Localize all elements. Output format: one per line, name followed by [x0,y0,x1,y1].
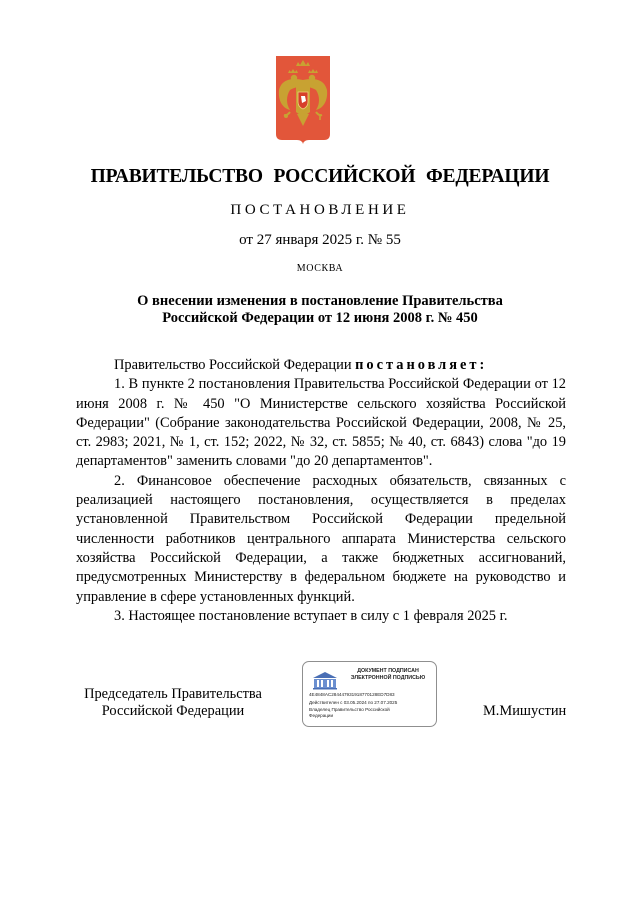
intro-prefix: Правительство Российской Федерации [114,357,356,373]
electronic-signature-stamp [302,661,437,727]
paragraph-1: 1. В пункте 2 постановления Правительства Российской Федерации от 12 июня 2008 г. № 450 "О Министерстве сельского хозяйства Российской Федерации" (Собрание законодательства Российской Федерации, 2008, № 25, ст. 2983; 2021, № 1, ст. 152; 2022, № 32, ст. 5855; № 40, ст. 6843) слова "до 19 департаментов" заменить словами "до 20 департаментов". [76,376,566,470]
paragraph-3: 3. Настоящее постановление вступает в силу с 1 февраля 2025 г. [114,607,508,624]
document-type: ПОСТАНОВЛЕНИЕ [230,202,410,218]
intro-paragraph [76,356,566,375]
subject-line-2: Российской Федерации от 12 июня 2008 г. № 450 [162,310,478,326]
stamp-title [343,668,433,682]
paragraph-2: 2. Финансовое обеспечение расходных обязательств, связанных с реализацией настоящего постановления, осуществляется в пределах установленной Правительством Российской Федерации предельной численности работников центрального аппарата Министерства сельского хозяйства Российской Федерации, а также бюджетных ассигнований, предусмотренных Министерству в федеральном бюджете на руководство и управление в сфере установленных функций. [76,472,566,605]
decrees-word: постановляет: [355,357,488,373]
signer-name: М.Мишустин [483,703,567,719]
document-body [76,356,566,626]
building-icon [311,670,339,690]
government-title: ПРАВИТЕЛЬСТВО РОССИЙСКОЙ ФЕДЕРАЦИИ [90,166,550,187]
stamp-validity: Действителен с 03.05.2024 по 27.07.2025 [309,700,398,705]
position-line-1: Председатель Правительства [84,686,262,702]
document-subject [100,293,540,327]
position-line-2: Российской Федерации [101,703,245,719]
signer-position [78,686,268,720]
subject-line-1: О внесении изменения в постановление Правительства [137,293,503,309]
stamp-title-line-1: ДОКУМЕНТ ПОДПИСАН [357,668,419,674]
stamp-title-line-2: ЭЛЕКТРОННОЙ ПОДПИСЬЮ [350,675,426,681]
document-city: МОСКВА [296,263,344,274]
stamp-serial: 4E4848AC284447931918770128ED7D83 [309,692,395,697]
stamp-owner-line-2: Федерации [309,713,334,718]
stamp-owner-line-1: Владелец Правительство Российской [309,707,390,712]
coat-of-arms-icon [276,56,330,144]
document-date-number: от 27 января 2025 г. № 55 [239,232,401,248]
